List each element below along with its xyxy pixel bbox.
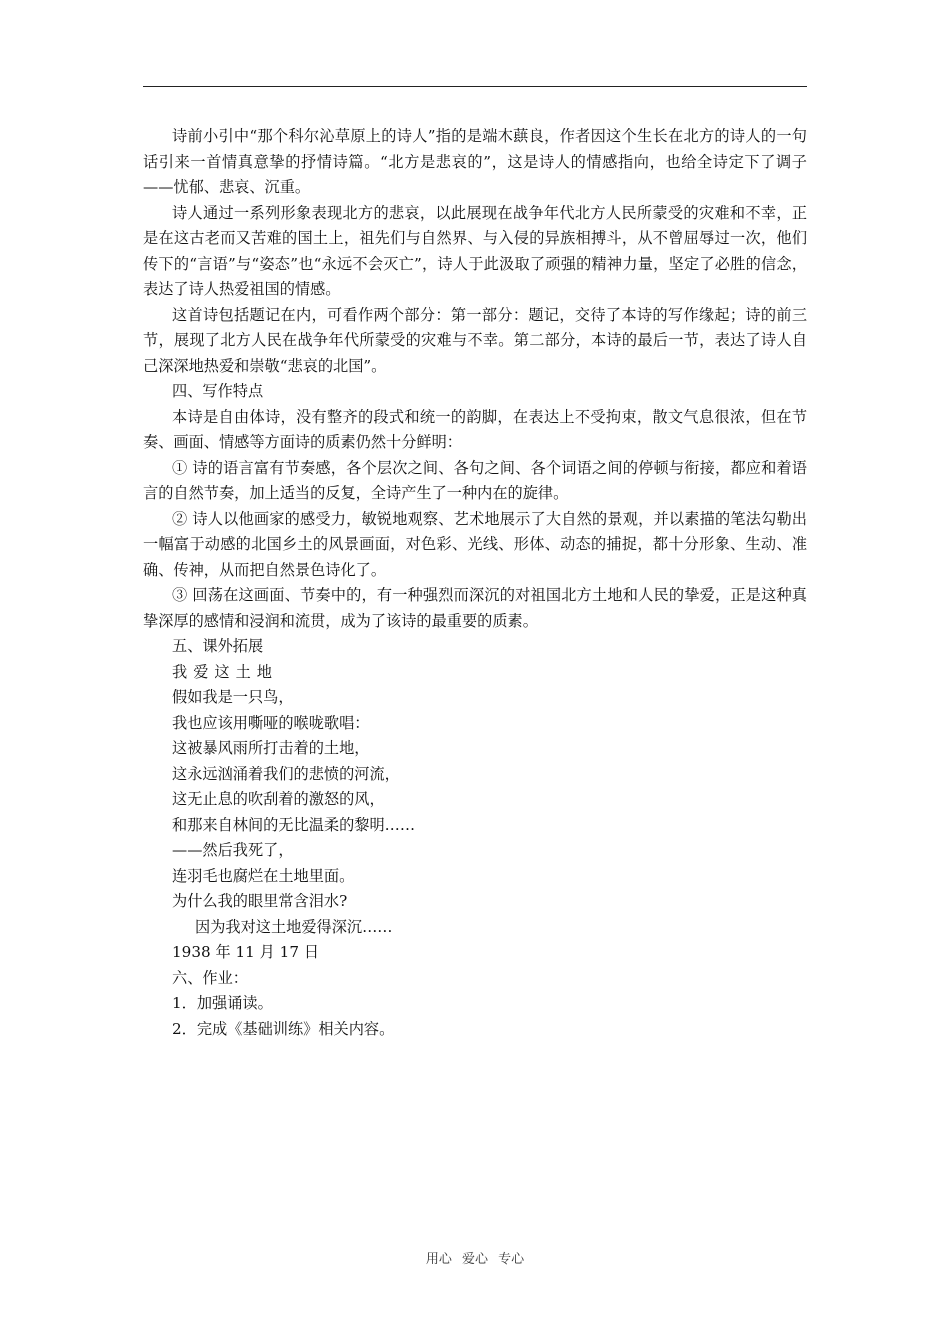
point-rhythm: ① 诗的语言富有节奏感，各个层次之间、各句之间、各个词语之间的停顿与衔接，都应和着语言的自然节奏，加上适当的反复，全诗产生了一种内在的旋律。	[143, 458, 807, 502]
section-heading-writing-features: 四、写作特点	[172, 382, 264, 400]
point-imagery: ② 诗人以他画家的感受力，敏锐地观察、艺术地展示了大自然的景观，并以素描的笔法勾勒出一幅富于动感的北国乡土的风景画面，对色彩、光线、形体、动态的捕捉，都十分形象、生动、准确、传神，从而把自然景色诗化了。	[143, 509, 807, 579]
poem-line: ——然后我死了，	[172, 841, 294, 859]
section-heading-homework: 六、作业：	[172, 968, 248, 987]
poem-line: 和那来自林间的无比温柔的黎明……	[172, 815, 415, 834]
document-body	[143, 124, 807, 1042]
section-heading-extension: 五、课外拓展	[172, 637, 264, 655]
poem-line: 为什么我的眼里常含泪水?	[172, 892, 348, 910]
paragraph-structure: 这首诗包括题记在内，可看作两个部分：第一部分：题记，交待了本诗的写作缘起；诗的前三节，展现了北方人民在战争年代所蒙受的灾难与不幸。第二部分，本诗的最后一节，表达了诗人自己深深地热爱和崇敬“悲哀的北国”。	[143, 305, 807, 375]
paragraph-intro: 诗前小引中“那个科尔沁草原上的诗人”指的是端木蕻良，作者因这个生长在北方的诗人的一句话引来一首情真意挚的抒情诗篇。“北方是悲哀的”，这是诗人的情感指向，也给全诗定下了调子——忧郁、悲哀、沉重。	[143, 127, 807, 196]
poem-line: 这永远汹涌着我们的悲愤的河流，	[172, 764, 400, 783]
poem-line: 这无止息的吹刮着的激怒的风，	[172, 790, 385, 808]
poem-line: 连羽毛也腐烂在土地里面。	[172, 866, 355, 885]
page-footer: 用心 爱心 专心	[425, 1252, 525, 1267]
poem-line: 这被暴风雨所打击着的土地，	[172, 739, 370, 757]
poem-line: 假如我是一只鸟，	[172, 688, 294, 706]
poem-line: 我也应该用嘶哑的喉咙歌唱：	[172, 713, 370, 732]
homework-item: 1．加强诵读。	[172, 994, 273, 1012]
paragraph-writing-features-intro: 本诗是自由体诗，没有整齐的段式和统一的韵脚，在表达上不受拘束，散文气息很浓，但在节奏、画面、情感等方面诗的质素仍然十分鲜明：	[143, 407, 807, 451]
poem-title: 我爱这土地	[172, 662, 278, 681]
poem-last-line: 因为我对这土地爱得深沉……	[195, 917, 393, 936]
homework-item: 2．完成《基础训练》相关内容。	[172, 1019, 395, 1038]
point-emotion: ③ 回荡在这画面、节奏中的，有一种强烈而深沉的对祖国北方土地和人民的挚爱，正是这种真挚深厚的感情和浸润和流贯，成为了该诗的最重要的质素。	[143, 586, 807, 630]
header-rule	[143, 86, 807, 87]
paragraph-imagery: 诗人通过一系列形象表现北方的悲哀，以此展现在战争年代北方人民所蒙受的灾难和不幸，正是在这古老而又苦难的国土上，祖先们与自然界、与入侵的异族相搏斗，从不曾屈辱过一次，他们传下的“言语”与“姿态”也“永远不会灭亡”，诗人于此汲取了顽强的精神力量，坚定了必胜的信念，表达了诗人热爱祖国的情感。	[143, 203, 807, 298]
poem-date: 1938 年 11 月 17 日	[172, 943, 320, 961]
